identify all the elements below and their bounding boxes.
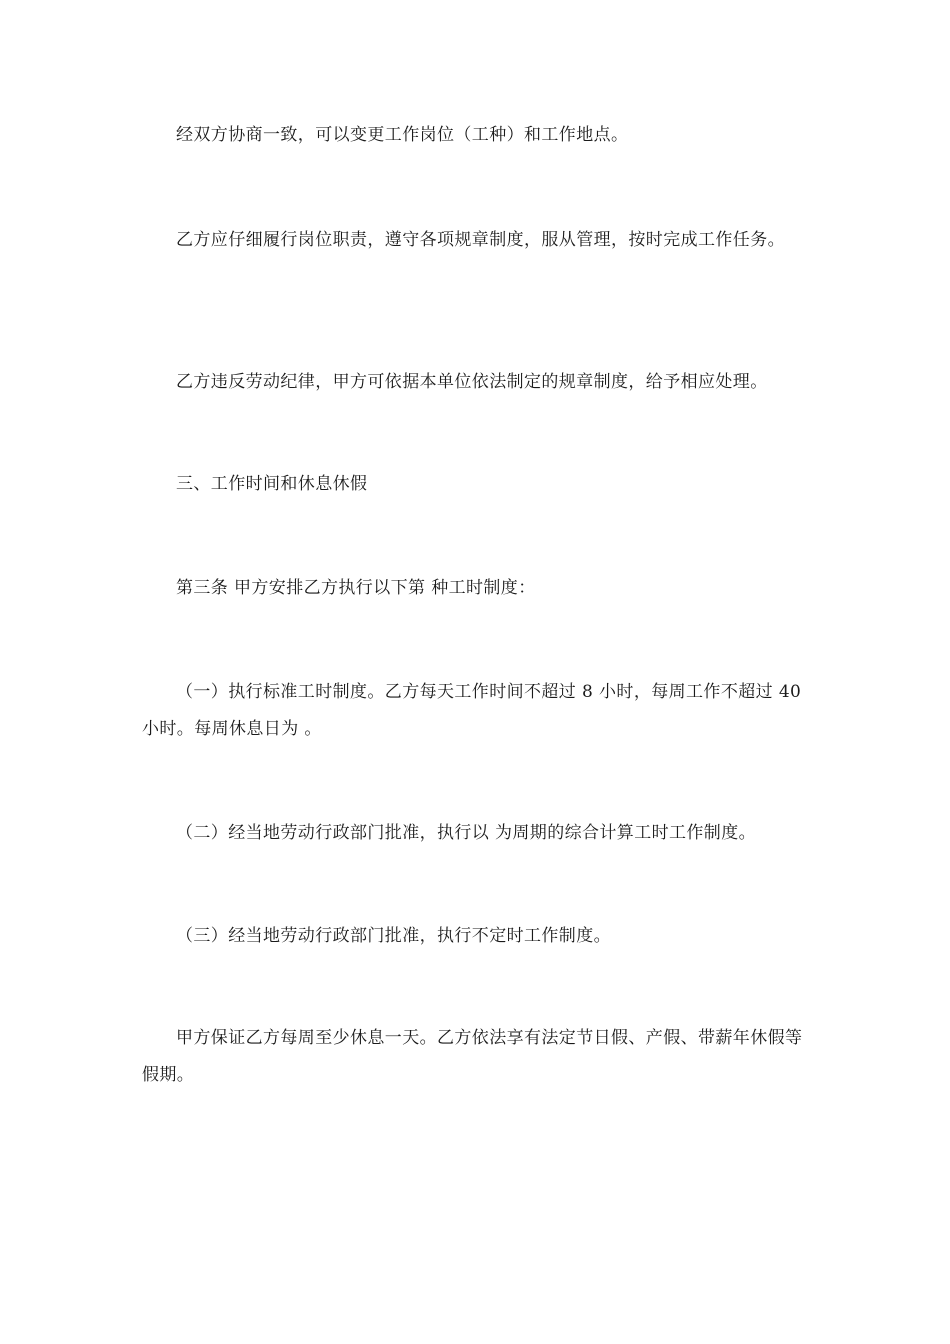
paragraph-standard-hours: （一）执行标准工时制度。乙方每天工作时间不超过 8 小时，每周工作不超过 40 小时。每周休息日为 。 (142, 682, 802, 739)
paragraph-rest-leave: 甲方保证乙方每周至少休息一天。乙方依法享有法定节日假、产假、带薪年休假等假期。 (142, 1028, 803, 1085)
section-heading-work-hours: 三、工作时间和休息休假 (176, 474, 368, 494)
paragraph-comprehensive-hours: （二）经当地劳动行政部门批准，执行以 为周期的综合计算工时工作制度。 (176, 823, 757, 843)
paragraph-discipline: 乙方违反劳动纪律，甲方可依据本单位依法制定的规章制度，给予相应处理。 (176, 372, 768, 392)
paragraph-job-change: 经双方协商一致，可以变更工作岗位（工种）和工作地点。 (176, 125, 629, 145)
paragraph-duties: 乙方应仔细履行岗位职责，遵守各项规章制度，服从管理，按时完成工作任务。 (176, 230, 785, 250)
paragraph-flexible-hours: （三）经当地劳动行政部门批准，执行不定时工作制度。 (176, 926, 611, 946)
paragraph-article-three: 第三条 甲方安排乙方执行以下第 种工时制度： (176, 578, 536, 598)
